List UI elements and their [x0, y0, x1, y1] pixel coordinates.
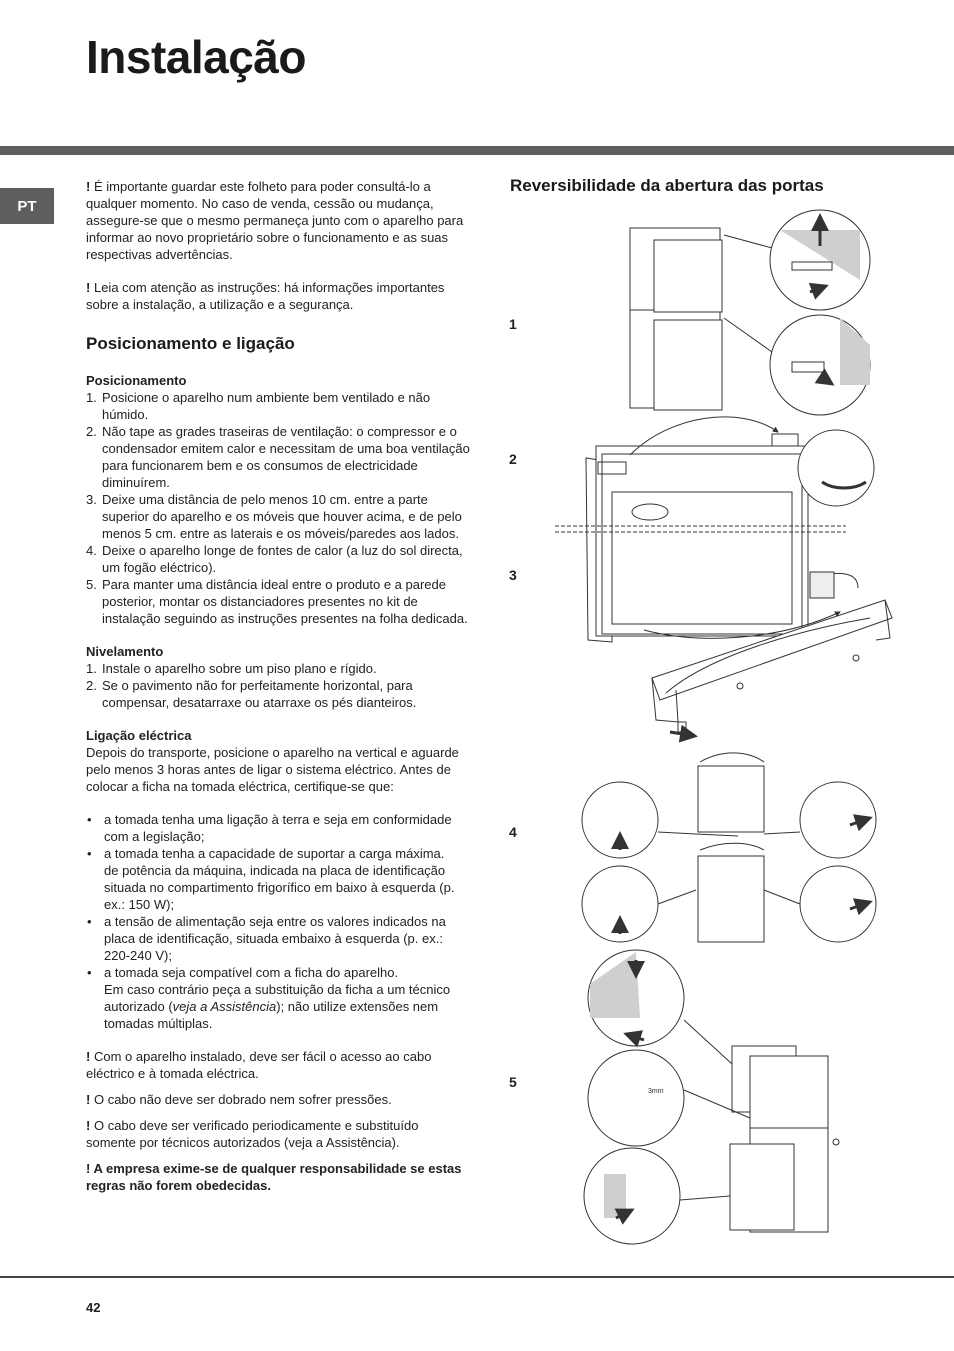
intro-note-2-text: Leia com atenção as instruções: há informações importantes sobre a instalação, a utilização e a segurança.	[86, 280, 445, 312]
note-cable-access: ! Com o aparelho instalado, deve ser fácil o acesso ao cabo eléctrico e à tomada eléctrica.	[86, 1049, 432, 1081]
intro-note-1	[86, 178, 470, 263]
screw-size-label: 3mm	[648, 1088, 664, 1095]
list-item: 4. Deixe o aparelho longe de fontes de calor (a luz do sol directa, um fogão eléctrico).	[86, 543, 463, 575]
list-item: • a tomada seja compatível com a ficha do aparelho. Em caso contrário peça a substituição da ficha a um técnico autorizado (veja a Assistência); não utilize extensões nem tomadas múltiplas.	[86, 964, 470, 1032]
nivelamento-title: Nivelamento	[86, 644, 164, 659]
language-tab: PT	[0, 188, 54, 224]
exclamation-mark: !	[86, 1118, 91, 1133]
page-number: 42	[86, 1300, 101, 1315]
page-title: Instalação	[86, 31, 306, 83]
step-number-4: 4	[509, 824, 517, 840]
section-title: Posicionamento e ligação	[86, 334, 295, 353]
list-item: • a tensão de alimentação seja entre os valores indicados na placa de identificação, situada embaixo à esquerda (p. ex.: 220-240 V);	[86, 913, 470, 964]
nivelamento-list	[86, 660, 470, 711]
exclamation-mark: !	[86, 1049, 91, 1064]
step1-fridge-diagram	[630, 210, 870, 415]
list-item: 1. Instale o aparelho sobre um piso plano e rígido.	[86, 661, 377, 676]
ligacao-title: Ligação eléctrica	[86, 728, 192, 743]
list-item: 2. Se o pavimento não for perfeitamente horizontal, para compensar, desatarraxe ou atarraxe os pés dianteiros.	[86, 678, 417, 710]
step-number-3: 3	[509, 567, 517, 583]
left-column	[86, 178, 470, 1194]
list-item: 1. Posicione o aparelho num ambiente bem ventilado e não húmido.	[86, 390, 431, 422]
list-item: 3. Deixe uma distância de pelo menos 10 cm. entre a parte superior do aparelho e os móveis que houver acima, e de pelo menos 5 cm. entre as laterais e os móveis/paredes aos lados.	[86, 492, 462, 541]
note-cable-bend: ! O cabo não deve ser dobrado nem sofrer pressões.	[86, 1092, 392, 1107]
step-number-2: 2	[509, 451, 517, 467]
exclamation-mark: !	[86, 179, 91, 194]
step5-reassembly-diagram	[584, 950, 839, 1244]
list-item: 2. Não tape as grades traseiras de ventilação: o compressor e o condensador emitem calor e necessitam de uma boa ventilação para funcionarem bem e os consumos de electricidade diminuírem.	[86, 424, 470, 490]
exclamation-mark: !	[86, 280, 91, 295]
reversibility-title: Reversibilidade da abertura das portas	[510, 176, 824, 195]
list-item: • a tomada tenha a capacidade de suportar a carga máxima. de potência da máquina, indicada na placa de identificação situada no compartimento frigorífico em baixo à esquerda (p. ex.: 150 W);	[86, 845, 470, 913]
ligacao-bullets	[86, 811, 470, 1032]
liability-note: ! A empresa exime-se de qualquer responsabilidade se estas regras não forem obedecidas.	[86, 1161, 462, 1193]
intro-note-1-text: É importante guardar este folheto para poder consultá-lo a qualquer momento. No caso de venda, cessão ou mudança, assegure-se que o mesmo permaneça junto com o aparelho para informar ao novo proprietário sobre o funcionamento e as suas respectivas advertências.	[86, 179, 464, 262]
step2-3-door-panel-diagram	[555, 417, 874, 642]
exclamation-mark: !	[86, 1092, 91, 1107]
intro-note-2	[86, 279, 470, 313]
step-number-5: 5	[509, 1074, 517, 1090]
list-item: 5. Para manter uma distância ideal entre o produto e a parede posterior, montar os distanciadores presentes no kit de instalação seguindo as instruções presentes na folha dedicada.	[86, 577, 468, 626]
step4-hinge-swap-diagram	[582, 753, 876, 942]
header-rule	[0, 146, 954, 155]
ligacao-text: Depois do transporte, posicione o aparelho na vertical e aguarde pelo menos 3 horas antes de ligar o sistema eléctrico. Antes de colocar a ficha na tomada eléctrica, certifique-se que:	[86, 745, 459, 794]
posicionamento-list	[86, 389, 470, 627]
footer-rule	[0, 1276, 954, 1278]
posicionamento-title: Posicionamento	[86, 373, 187, 388]
list-item: • a tomada tenha uma ligação à terra e seja em conformidade com a legislação;	[86, 811, 470, 845]
note-cable-check: ! O cabo deve ser verificado periodicamente e substituído somente por técnicos autorizados (veja a Assistência).	[86, 1118, 419, 1150]
door-reversal-illustration	[540, 200, 900, 1250]
step-number-1: 1	[509, 316, 517, 332]
